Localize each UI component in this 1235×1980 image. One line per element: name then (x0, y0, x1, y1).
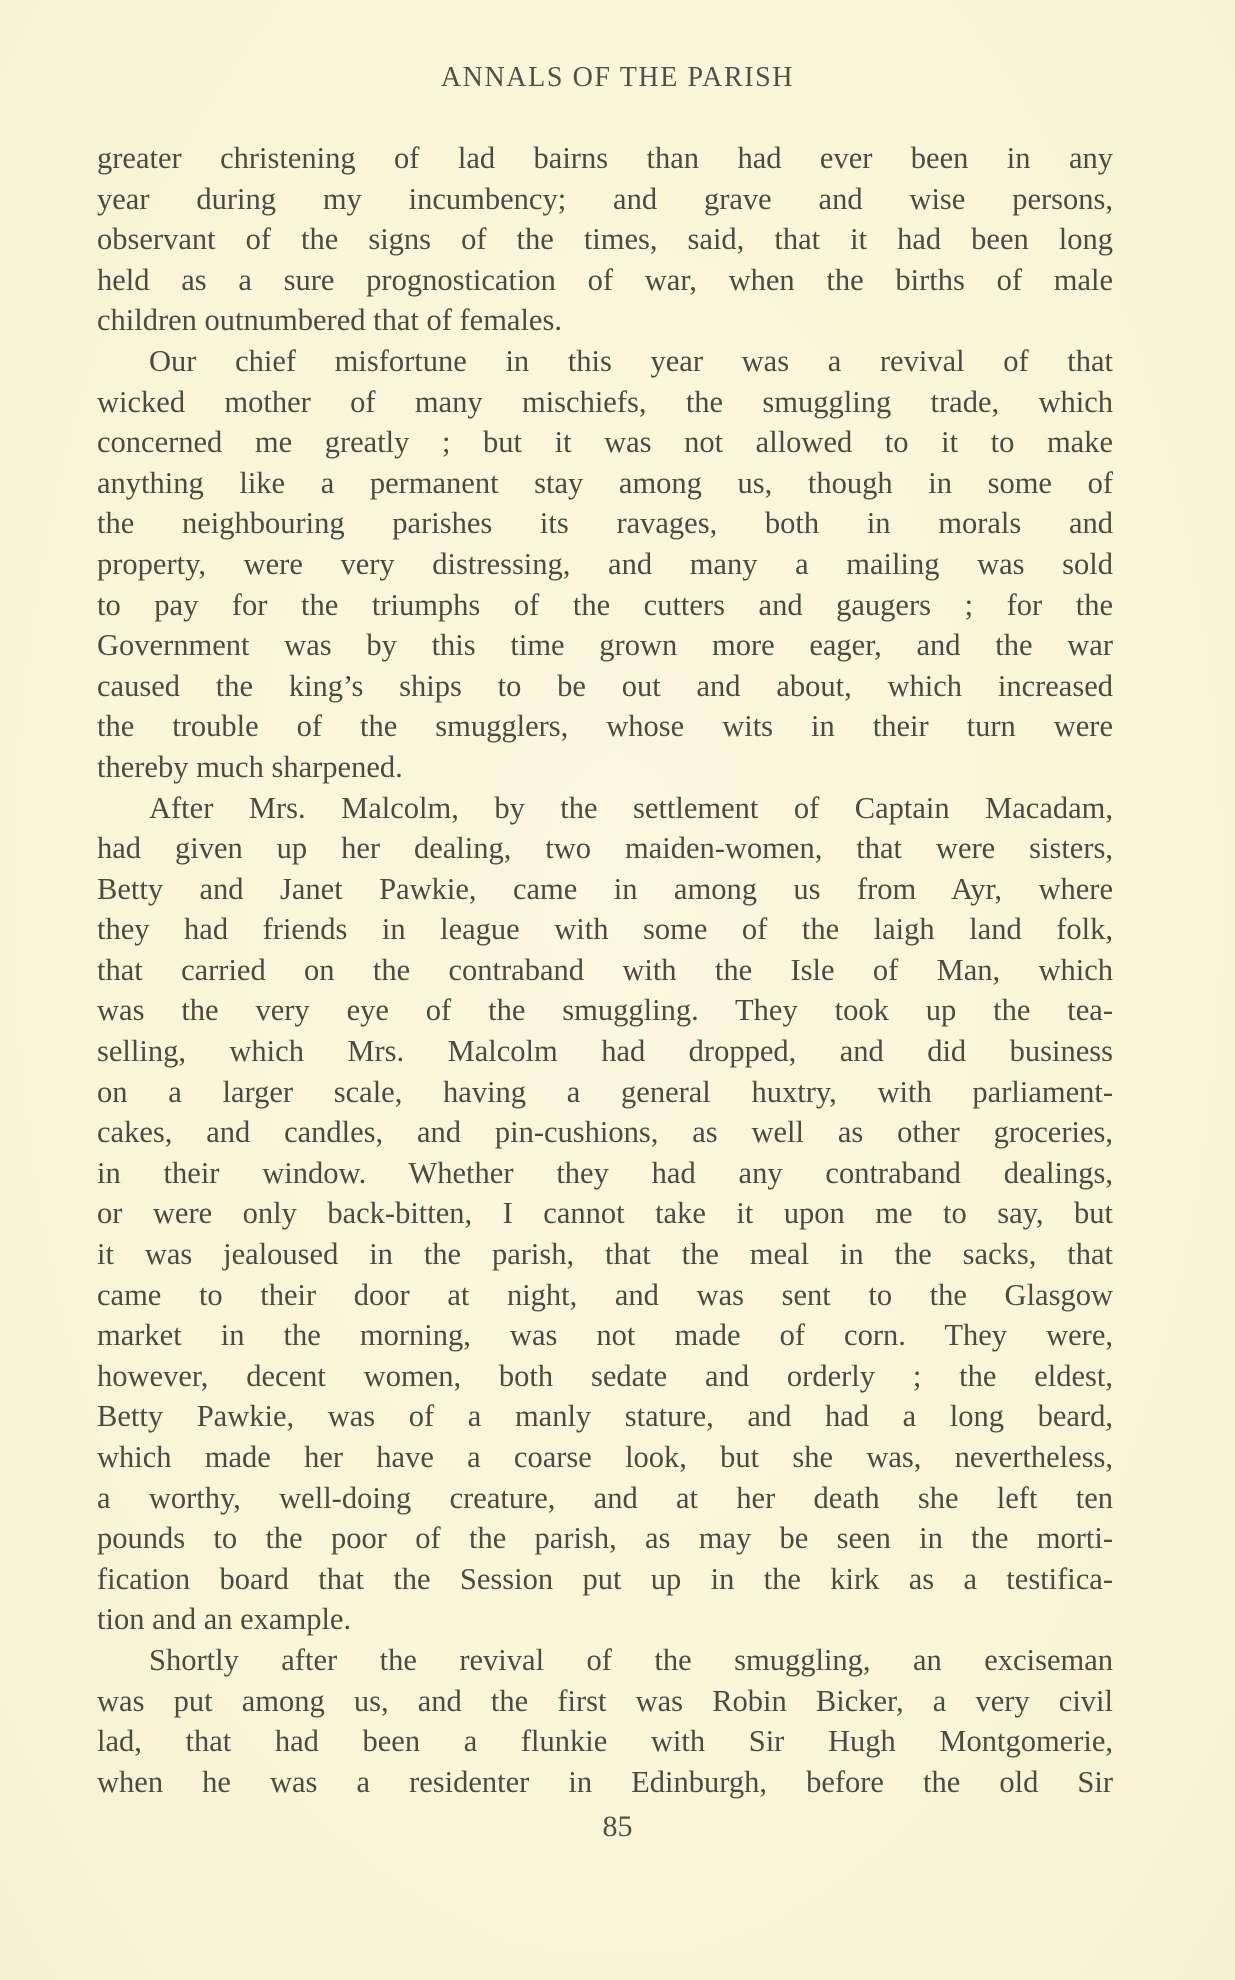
text-line: Betty and Janet Pawkie, came in among us from Ayr, where (97, 871, 1113, 906)
body-text (97, 138, 1113, 1802)
running-head: ANNALS OF THE PARISH (440, 62, 795, 93)
text-line: the trouble of the smugglers, whose wits in their turn were (97, 709, 1113, 744)
text-line: when he was a residenter in Edinburgh, before the old Sir (97, 1764, 1113, 1799)
text-line: in their window. Whether they had any contraband dealings, (97, 1155, 1113, 1190)
text-line: Betty Pawkie, was of a manly stature, and had a long beard, (97, 1399, 1113, 1434)
text-line: observant of the signs of the times, said, that it had been long (97, 222, 1113, 257)
text-line: cakes, and candles, and pin-cushions, as well as other groceries, (97, 1115, 1113, 1150)
text-line: anything like a permanent stay among us, though in some of (97, 465, 1113, 500)
paragraph-first-line: After Mrs. Malcolm, by the settlement of Captain Macadam, (149, 790, 1113, 825)
text-line: on a larger scale, having a general huxtry, with parliament- (97, 1074, 1113, 1109)
text-line: however, decent women, both sedate and orderly ; the eldest, (97, 1358, 1113, 1393)
text-line: a worthy, well-doing creature, and at her death she left ten (97, 1480, 1113, 1515)
text-line: selling, which Mrs. Malcolm had dropped, and did business (97, 1034, 1113, 1069)
text-line: thereby much sharpened. (97, 749, 403, 784)
paragraph-first-line: Our chief misfortune in this year was a revival of that (149, 343, 1113, 378)
text-line: fication board that the Session put up in the kirk as a testifica- (97, 1561, 1113, 1596)
text-line: lad, that had been a flunkie with Sir Hugh Montgomerie, (97, 1724, 1113, 1759)
text-line: the neighbouring parishes its ravages, both in morals and (97, 506, 1113, 541)
page-number: 85 (602, 1810, 633, 1843)
text-line: market in the morning, was not made of corn. They were, (97, 1318, 1113, 1353)
text-line: had given up her dealing, two maiden-women, that were sisters, (97, 831, 1113, 866)
text-line: greater christening of lad bairns than had ever been in any (97, 141, 1113, 175)
text-line: was the very eye of the smuggling. They took up the tea- (97, 993, 1113, 1028)
text-line: property, were very distressing, and many a mailing was sold (97, 546, 1113, 581)
text-line: pounds to the poor of the parish, as may be seen in the morti- (97, 1521, 1113, 1556)
text-line: was put among us, and the first was Robin Bicker, a very civil (97, 1683, 1113, 1718)
text-line: caused the king’s ships to be out and about, which increased (97, 668, 1113, 703)
text-line: tion and an example. (97, 1602, 352, 1637)
text-line: to pay for the triumphs of the cutters and gaugers ; for the (97, 587, 1113, 622)
text-line: or were only back-bitten, I cannot take it upon me to say, but (97, 1196, 1113, 1231)
text-line: children outnumbered that of females. (97, 303, 562, 338)
text-line: held as a sure prognostication of war, when the births of male (97, 262, 1113, 297)
text-line: year during my incumbency; and grave and wise persons, (97, 181, 1113, 216)
text-line: that carried on the contraband with the Isle of Man, which (97, 952, 1113, 987)
text-line: they had friends in league with some of the laigh land folk, (97, 912, 1113, 947)
text-line: concerned me greatly ; but it was not allowed to it to make (97, 425, 1113, 460)
paragraph-first-line: Shortly after the revival of the smuggling, an exciseman (149, 1642, 1113, 1677)
text-line: Government was by this time grown more eager, and the war (97, 628, 1113, 663)
text-line: came to their door at night, and was sent to the Glasgow (97, 1277, 1113, 1312)
text-line: wicked mother of many mischiefs, the smuggling trade, which (97, 384, 1113, 419)
text-line: it was jealoused in the parish, that the meal in the sacks, that (97, 1237, 1113, 1272)
text-line: which made her have a coarse look, but she was, nevertheless, (97, 1440, 1113, 1474)
